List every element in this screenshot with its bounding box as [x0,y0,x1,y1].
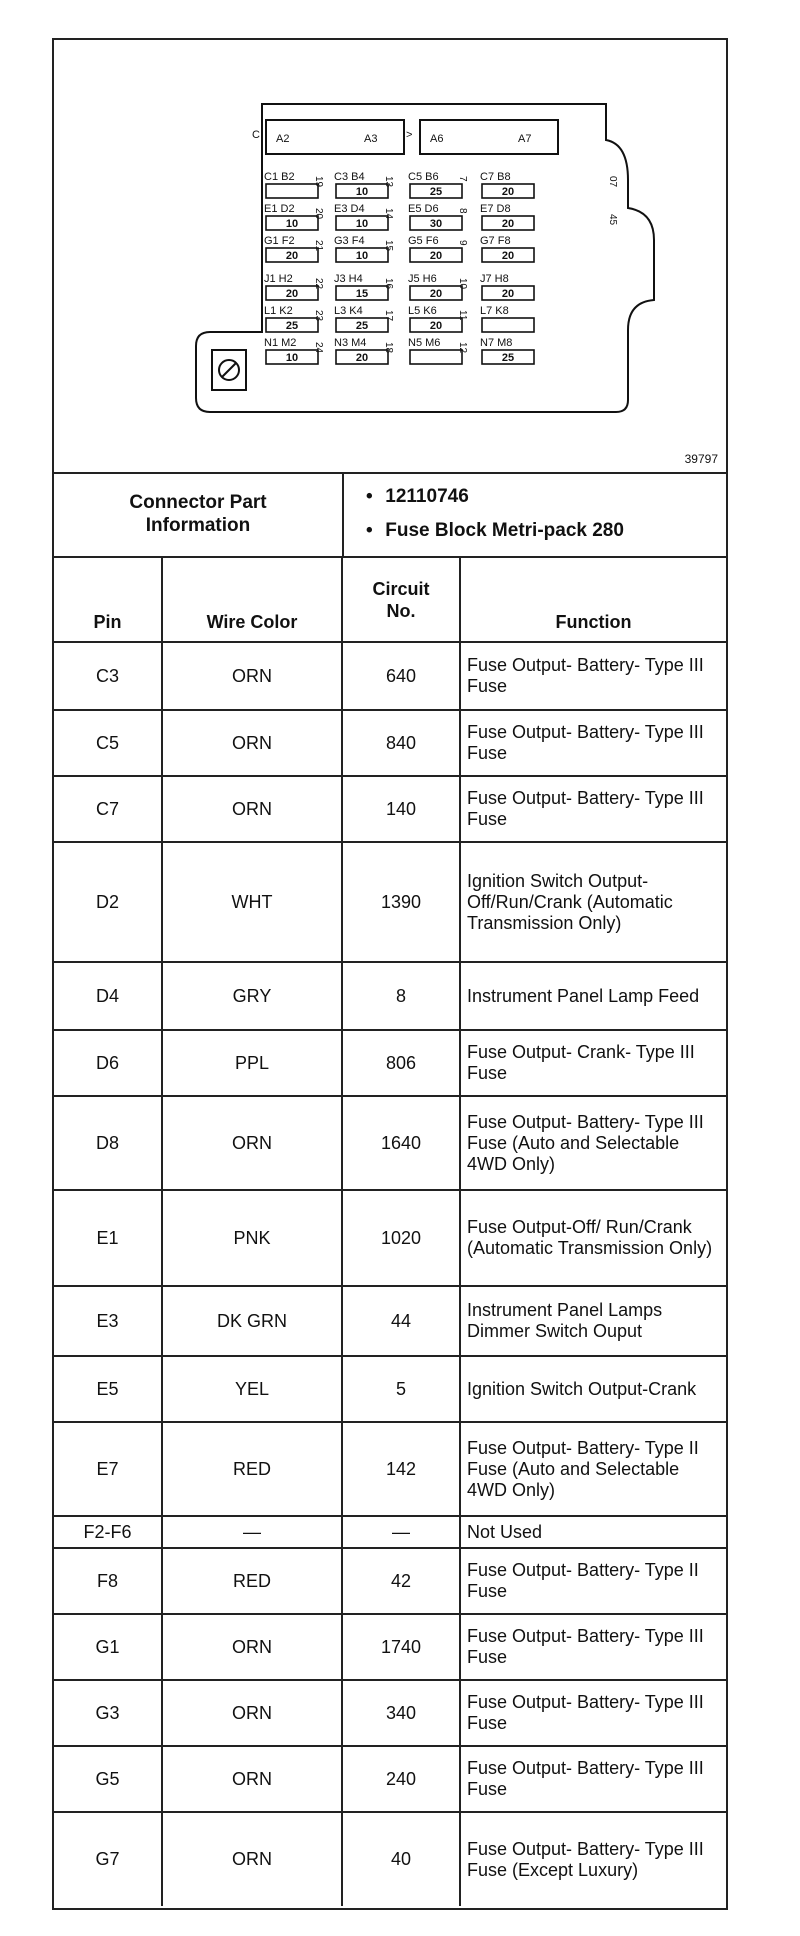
fuse-rating: 20 [429,288,443,300]
fuse-pin-labels: C3 B4 [334,171,365,183]
fuse-slot [410,350,462,364]
fuse-rating: 10 [285,352,299,364]
cell-pin: G7 [54,1812,162,1906]
fuse-pin-labels: G5 F6 [408,235,439,247]
relay-slot-label-left: A2 [276,133,290,145]
fuse-rating: 20 [501,288,515,300]
table-row [54,1422,726,1516]
info-label-line1: Connector Part [129,492,267,513]
cell-wire-color: ORN [162,1096,342,1190]
cell-circuit-no: 5 [342,1356,460,1422]
fuse-position-number: 20 [313,208,324,220]
part-name: Fuse Block Metri-pack 280 [385,520,624,541]
part-number-line [366,480,726,514]
cell-pin: F8 [54,1548,162,1614]
fuse-block-drawing [54,40,726,472]
fuse-pin-labels: E3 D4 [334,203,365,215]
part-number: 12110746 [385,486,469,507]
cell-function: Fuse Output- Battery- Type III Fuse [460,1680,726,1746]
header-wire-color: Wire Color [162,557,342,642]
cell-wire-color: ORN [162,1680,342,1746]
cell-circuit-no: 1740 [342,1614,460,1680]
fuse-rating: 15 [355,288,369,300]
table-row [54,1516,726,1548]
fuse-position-number: 7 [457,176,468,182]
table-row [54,1356,726,1422]
cell-function: Not Used [460,1516,726,1548]
fuse-rating: 10 [355,250,369,262]
fuse-position-number: 21 [313,240,324,252]
fuse-pin-labels: C5 B6 [408,171,439,183]
cell-pin: E3 [54,1286,162,1356]
fuse-position-number: 24 [313,342,324,354]
fuse-pin-labels: N7 M8 [480,337,513,349]
bullet-icon: • [366,520,373,541]
table-row [54,1548,726,1614]
fuse-rating: 20 [501,186,515,198]
cell-circuit-no: — [342,1516,460,1548]
table-body [54,642,726,1906]
fuse-block-outline [196,104,654,412]
fuse-pin-labels: C7 B8 [480,171,511,183]
header-circuit-no [342,557,460,642]
cell-circuit-no: 640 [342,642,460,710]
fuse-pin-labels: J3 H4 [334,273,363,285]
table-row [54,1812,726,1906]
fuse-pin-labels: J7 H8 [480,273,509,285]
cell-wire-color: WHT [162,842,342,962]
cell-wire-color: DK GRN [162,1286,342,1356]
cell-function: Fuse Output- Battery- Type II Fuse (Auto and Selectable 4WD Only) [460,1422,726,1516]
cell-function: Fuse Output- Crank- Type III Fuse [460,1030,726,1096]
fuse-rating: 20 [285,288,299,300]
cell-wire-color: ORN [162,710,342,776]
cell-function: Ignition Switch Output-Crank [460,1356,726,1422]
table-row [54,962,726,1030]
fuse-pin-labels: N5 M6 [408,337,441,349]
cell-wire-color: ORN [162,1812,342,1906]
connector-sheet [52,38,728,1910]
fuse-position-number: 23 [313,310,324,322]
fuse-position-number: 9 [457,240,468,246]
cell-pin: C7 [54,776,162,842]
cell-function: Fuse Output-Off/ Run/Crank (Automatic Transmission Only) [460,1190,726,1286]
fuse-position-number: 22 [313,278,324,290]
cell-function: Fuse Output- Battery- Type III Fuse [460,1746,726,1812]
fuse-position-number: 14 [383,208,394,220]
cell-wire-color: ORN [162,642,342,710]
cell-wire-color: GRY [162,962,342,1030]
fuse-position-number: 16 [383,278,394,290]
table-row [54,1614,726,1680]
fuse-pin-labels: E7 D8 [480,203,511,215]
table-row [54,1190,726,1286]
fuse-pin-labels: N3 M4 [334,337,367,349]
cell-wire-color: PNK [162,1190,342,1286]
fuse-pin-labels: J5 H6 [408,273,437,285]
fuse-pin-labels: L1 K2 [264,305,293,317]
cell-pin: C3 [54,642,162,710]
cell-circuit-no: 42 [342,1548,460,1614]
part-name-line [366,514,726,548]
cell-wire-color: — [162,1516,342,1548]
cell-function: Fuse Output- Battery- Type III Fuse (Except Luxury) [460,1812,726,1906]
cell-circuit-no: 240 [342,1746,460,1812]
fuse-slot [482,318,534,332]
cell-wire-color: RED [162,1548,342,1614]
fuse-position-number: 10 [457,278,468,290]
cell-pin: E7 [54,1422,162,1516]
fuse-rating: 20 [285,250,299,262]
cell-pin: G5 [54,1746,162,1812]
fuse-slot [266,184,318,198]
fuse-position-number: 18 [383,342,394,354]
cell-circuit-no: 40 [342,1812,460,1906]
fuse-position-number: 12 [457,342,468,354]
cell-pin: E5 [54,1356,162,1422]
cell-wire-color: YEL [162,1356,342,1422]
fuse-pin-labels: C1 B2 [264,171,295,183]
header-circuit-line1: Circuit [372,579,430,599]
fuse-rating: 10 [285,218,299,230]
cell-function: Fuse Output- Battery- Type III Fuse [460,1614,726,1680]
cell-function: Instrument Panel Lamp Feed [460,962,726,1030]
fuse-position-number: 17 [383,310,394,322]
cell-function: Fuse Output- Battery- Type III Fuse (Auto and Selectable 4WD Only) [460,1096,726,1190]
cell-pin: D2 [54,842,162,962]
fuse-position-number: 8 [457,208,468,214]
fuse-position-number: 13 [383,176,394,188]
cell-circuit-no: 806 [342,1030,460,1096]
cell-pin: G1 [54,1614,162,1680]
fuse-position-number: 15 [383,240,394,252]
cell-pin: E1 [54,1190,162,1286]
table-row [54,776,726,842]
relay-slot-label-right: A3 [364,133,378,145]
fuse-block-diagram [54,40,726,474]
fuse-pin-labels: G7 F8 [480,235,511,247]
drawing-number: 39797 [684,452,718,466]
fuse-pin-labels: E5 D6 [408,203,439,215]
fuse-position-number: 11 [457,310,468,321]
fuse-pin-labels: L5 K6 [408,305,437,317]
relay-slot-label-left: A6 [430,133,444,145]
cell-circuit-no: 840 [342,710,460,776]
info-label-line2: Information [145,515,251,536]
cell-circuit-no: 140 [342,776,460,842]
cell-circuit-no: 8 [342,962,460,1030]
fuse-rating: 20 [429,250,443,262]
cell-circuit-no: 340 [342,1680,460,1746]
fuse-rating: 25 [355,320,369,332]
slot-side-label: C [252,129,260,141]
cell-circuit-no: 1020 [342,1190,460,1286]
cell-wire-color: RED [162,1422,342,1516]
table-row [54,842,726,962]
side-label: 07 [607,176,618,188]
table-row [54,1746,726,1812]
fuse-pin-labels: J1 H2 [264,273,293,285]
fuse-rating: 25 [285,320,299,332]
cell-wire-color: PPL [162,1030,342,1096]
slot-side-label: > [406,129,413,141]
info-label [54,472,344,556]
cell-function: Ignition Switch Output- Off/Run/Crank (Automatic Transmission Only) [460,842,726,962]
cell-pin: D6 [54,1030,162,1096]
table-row [54,642,726,710]
header-function: Function [460,557,726,642]
connector-part-information [54,472,726,558]
fuse-pin-labels: N1 M2 [264,337,297,349]
cell-circuit-no: 44 [342,1286,460,1356]
side-label: 45 [607,214,618,226]
cell-function: Fuse Output- Battery- Type III Fuse [460,776,726,842]
header-pin: Pin [54,557,162,642]
cell-circuit-no: 142 [342,1422,460,1516]
fuse-rating: 25 [501,352,515,364]
fuse-rating: 10 [355,186,369,198]
bullet-icon: • [366,486,373,507]
cell-wire-color: ORN [162,1746,342,1812]
header-circuit-line2: No. [386,601,416,621]
cell-function: Instrument Panel Lamps Dimmer Switch Ouput [460,1286,726,1356]
fuse-pin-labels: L7 K8 [480,305,509,317]
table-row [54,710,726,776]
fuse-rating: 20 [355,352,369,364]
fuse-pin-labels: G3 F4 [334,235,365,247]
fuse-pin-labels: L3 K4 [334,305,363,317]
cell-function: Fuse Output- Battery- Type III Fuse [460,642,726,710]
fuse-pin-labels: G1 F2 [264,235,295,247]
fuse-position-number: 19 [313,176,324,188]
cell-circuit-no: 1390 [342,842,460,962]
fuse-rating: 10 [355,218,369,230]
cell-wire-color: ORN [162,776,342,842]
cell-circuit-no: 1640 [342,1096,460,1190]
cell-function: Fuse Output- Battery- Type II Fuse [460,1548,726,1614]
cell-function: Fuse Output- Battery- Type III Fuse [460,710,726,776]
table-row [54,1286,726,1356]
cell-wire-color: ORN [162,1614,342,1680]
fuse-rating: 30 [429,218,443,230]
fuse-rating: 20 [429,320,443,332]
fuse-rating: 20 [501,218,515,230]
cell-pin: D8 [54,1096,162,1190]
cell-pin: D4 [54,962,162,1030]
pinout-table [54,556,726,1906]
table-row [54,1030,726,1096]
fuse-rating: 25 [429,186,443,198]
fuse-rating: 20 [501,250,515,262]
mounting-bolt-icon [212,350,246,390]
cell-pin: G3 [54,1680,162,1746]
table-row [54,1680,726,1746]
relay-slot-label-right: A7 [518,133,532,145]
table-row [54,1096,726,1190]
fuse-pin-labels: E1 D2 [264,203,295,215]
cell-pin: F2-F6 [54,1516,162,1548]
table-header-row [54,557,726,642]
info-values [344,472,726,556]
cell-pin: C5 [54,710,162,776]
